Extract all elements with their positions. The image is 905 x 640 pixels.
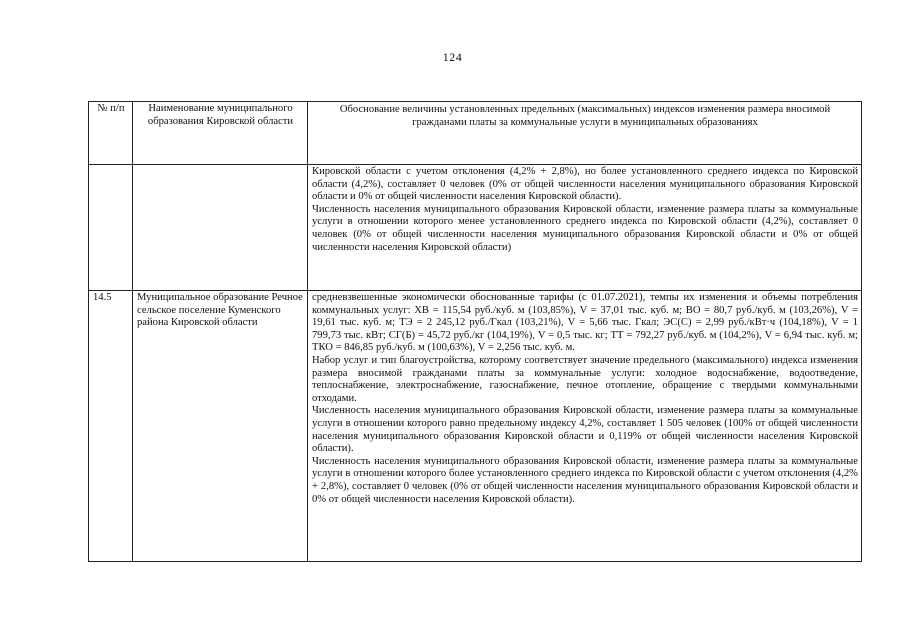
justification-paragraph: средневзвешенные экономически обоснованные тарифы (с 01.07.2021), темпы их изменения и объемы потребления коммунальных услуг: ХВ = 115,54 руб./куб. м (103,85%), V = 37,01 тыс. куб. м; ВО = 80,7 руб./куб. м (103,26%), V = 19,61 тыс. куб. м; ТЭ = 2 245,12 руб./Гкал (103,21%), V = 5,66 тыс. Гкал; ЭС(С) = 2,99 руб./кВт·ч (104,18%), V = 1 799,73 тыс. кВт; СГ(Б) = 45,72 руб./кг (104,19%), V = 0,5 тыс. кг; ТТ = 792,27 руб./куб. м (104,2%), V = 6,94 тыс. куб. м; ТКО = 846,85 руб./куб. м (100,63%), V = 2,256 тыс. куб. м. xyxy=(312,292,858,354)
justification-paragraph: Численность населения муниципального образования Кировской области, изменение размера платы за коммунальные услуги в отношении которого равно предельному индексу 4,2%, составляет 1 505 человек (100% от общей численности населения муниципального образования Кировской области и 0,119% от общей численности населения Кировской области). xyxy=(312,405,858,455)
table-row xyxy=(89,165,862,291)
row-name: Муниципальное образование Речное сельское поселение Куменского района Кировской области xyxy=(133,291,308,562)
row-num: 14.5 xyxy=(89,291,133,562)
justification-paragraph: Набор услуг и тип благоустройства, которому соответствует значение предельного (максимального) индекса изменения размера вносимой гражданами платы за коммунальные услуги: холодное водоснабжение, водоотведение, теплоснабжение, электроснабжение, газоснабжение, печное отопление, обращение с твердыми коммунальными отходами. xyxy=(312,354,858,404)
tariff-index-table xyxy=(88,101,862,562)
row-name xyxy=(133,165,308,291)
header-name: Наименование муниципального образования Кировской области xyxy=(133,102,308,165)
header-justification: Обоснование величины установленных предельных (максимальных) индексов изменения размера вносимой гражданами платы за коммунальные услуги в муниципальных образованиях xyxy=(308,102,862,165)
justification-paragraph: Численность населения муниципального образования Кировской области, изменение размера платы за коммунальные услуги в отношении которого более установленного среднего индекса по Кировской области с учетом отклонения (4,2% + 2,8%), составляет 0 человек (0% от общей численности населения муниципального образования Кировской области и 0% от общей численности населения Кировской области). xyxy=(312,455,858,505)
justification-paragraph: Кировской области с учетом отклонения (4,2% + 2,8%), но более установленного среднего индекса по Кировской области (4,2%), составляет 0 человек (0% от общей численности населения муниципального образования Кировской области и 0% от общей численности населения Кировской области). xyxy=(312,166,858,203)
header-num: № п/п xyxy=(89,102,133,165)
table-header-row xyxy=(89,102,862,165)
table-row xyxy=(89,291,862,562)
justification-paragraph: Численность населения муниципального образования Кировской области, изменение размера платы за коммунальные услуги в отношении которого менее установленного среднего индекса по Кировской области (4,2%), составляет 0 человек (0% от общей численности населения муниципального образования Кировской области и 0% от общей численности населения Кировской области) xyxy=(312,203,858,253)
row-num xyxy=(89,165,133,291)
page-number: 124 xyxy=(442,50,463,64)
row-justification xyxy=(308,291,862,562)
row-justification xyxy=(308,165,862,291)
